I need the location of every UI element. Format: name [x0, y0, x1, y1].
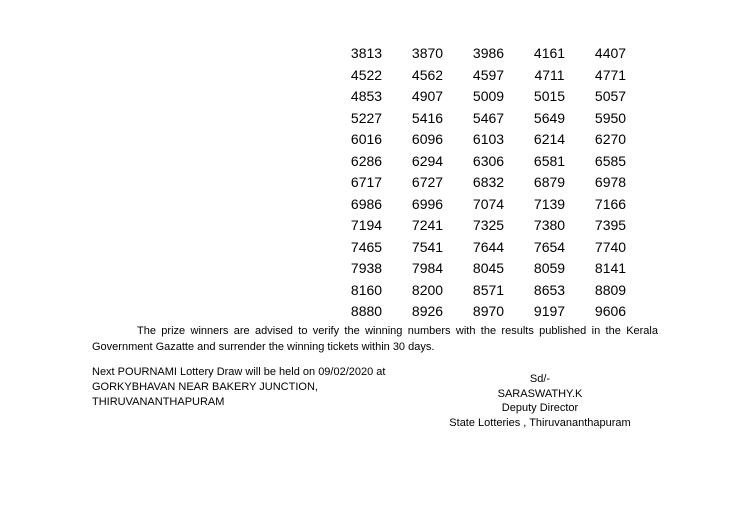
winning-number: 8141 — [594, 260, 627, 276]
winning-number: 5015 — [533, 88, 566, 104]
signature-sd: Sd/- — [529, 373, 551, 385]
winning-number: 6717 — [350, 174, 383, 190]
next-draw-city: THIRUVANANTHAPURAM — [92, 396, 225, 408]
winning-number: 7541 — [411, 238, 444, 255]
winning-number: 7241 — [411, 217, 444, 233]
winning-number: 7740 — [594, 238, 627, 255]
winning-number: 4853 — [350, 88, 383, 104]
winning-number: 5467 — [472, 109, 505, 126]
winning-number: 8045 — [472, 260, 505, 276]
winning-number: 6986 — [350, 195, 383, 212]
winning-number: 7395 — [594, 217, 627, 233]
winning-number: 7325 — [472, 217, 505, 233]
winning-number: 4562 — [411, 66, 444, 83]
winning-number: 7194 — [350, 217, 383, 233]
winning-number: 8926 — [411, 303, 444, 319]
winning-number: 6978 — [594, 174, 627, 190]
winning-number: 3870 — [411, 45, 444, 61]
winning-numbers-grid — [336, 43, 646, 323]
winning-number: 6103 — [472, 131, 505, 147]
winning-number: 6996 — [411, 195, 444, 212]
winning-number: 6286 — [350, 152, 383, 169]
winning-number: 7074 — [472, 195, 505, 212]
winning-number: 5009 — [472, 88, 505, 104]
winning-number: 7465 — [350, 238, 383, 255]
signatory-department: State Lotteries , Thiruvananthapuram — [449, 416, 631, 429]
winning-number: 6306 — [472, 152, 505, 169]
winning-number: 4907 — [411, 88, 444, 104]
winning-number: 5950 — [594, 109, 627, 126]
winning-number: 8571 — [472, 281, 505, 298]
winning-number: 4407 — [594, 45, 627, 61]
winning-number: 6214 — [533, 131, 566, 147]
winning-number: 7139 — [533, 195, 566, 212]
winning-number: 7938 — [350, 260, 383, 276]
winning-number: 6294 — [411, 152, 444, 169]
winning-number: 6585 — [594, 152, 627, 169]
winning-number: 5227 — [350, 109, 383, 126]
winning-number: 7166 — [594, 195, 627, 212]
signature-block — [440, 372, 640, 430]
winning-number: 9197 — [533, 303, 566, 319]
winning-number: 4597 — [472, 66, 505, 83]
winning-number: 3986 — [472, 45, 505, 61]
winning-number: 4161 — [533, 45, 566, 61]
winning-number: 6581 — [533, 152, 566, 169]
winning-number: 7984 — [411, 260, 444, 276]
winning-number: 4771 — [594, 66, 627, 83]
next-draw-info — [92, 365, 385, 410]
winning-number: 6270 — [594, 131, 627, 147]
winning-number: 8160 — [350, 281, 383, 298]
winning-number: 6016 — [350, 131, 383, 147]
winning-number: 4711 — [534, 66, 565, 83]
winning-number: 8653 — [533, 281, 566, 298]
winning-number: 4522 — [350, 66, 383, 83]
winning-number: 5416 — [411, 109, 444, 126]
winning-number: 6727 — [411, 174, 444, 190]
winning-number: 8970 — [472, 303, 505, 319]
prize-notice: The prize winners are advised to verify the winning numbers with the results published in the Kerala Government Gazatte and surrender the winning tickets within 30 days. — [92, 325, 658, 353]
winning-number: 8200 — [411, 281, 444, 298]
winning-number: 6879 — [533, 174, 566, 190]
winning-number: 6832 — [472, 174, 505, 190]
winning-number: 5649 — [533, 109, 566, 126]
winning-number: 3813 — [350, 45, 383, 61]
next-draw-venue: GORKYBHAVAN NEAR BAKERY JUNCTION, — [92, 381, 318, 393]
winning-number: 7380 — [533, 217, 566, 233]
winning-number: 6096 — [411, 131, 444, 147]
next-draw-line-1: Next POURNAMI Lottery Draw will be held on 09/02/2020 at — [92, 366, 386, 378]
signatory-name: SARASWATHY.K — [497, 387, 583, 400]
signatory-designation: Deputy Director — [501, 402, 579, 414]
winning-number: 7654 — [533, 238, 566, 255]
winning-number: 9606 — [594, 303, 627, 319]
winning-number: 8880 — [350, 303, 383, 319]
winning-number: 8059 — [533, 260, 566, 276]
winning-number: 7644 — [472, 238, 505, 255]
winning-number: 5057 — [594, 88, 627, 104]
winning-number: 8809 — [594, 281, 627, 298]
